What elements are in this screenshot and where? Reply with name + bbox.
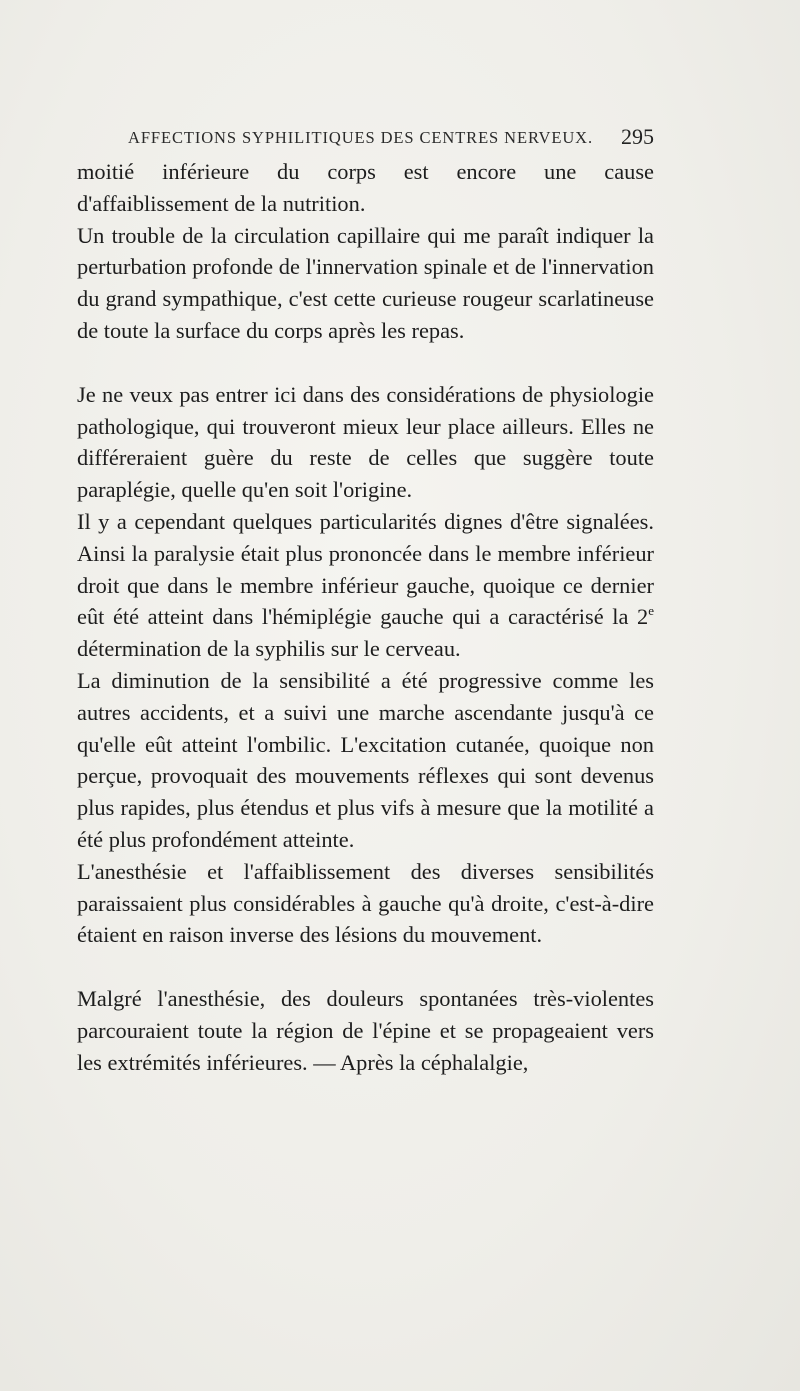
running-head: AFFECTIONS SYPHILITIQUES DES CENTRES NERVEUX. — [128, 128, 593, 147]
paragraph: Un trouble de la circulation capillaire qui me paraît indiquer la perturbation profonde de l'innervation spinale et de l'innervation du grand sympathique, c'est cette curieuse rougeur scarlatineuse de toute la surface du corps après les repas. — [77, 222, 654, 343]
page-number: 295 — [621, 124, 654, 149]
paragraph: moitié inférieure du corps est encore une cause d'affaiblissement de la nutrition. — [77, 159, 654, 216]
paragraph-text: détermination de la syphilis sur le cerveau. — [77, 636, 461, 662]
paragraph — [77, 506, 654, 665]
paragraph: Malgré l'anesthésie, des douleurs spontanées très-violentes parcouraient toute la région de l'épine et se propageaient vers les extrémités inférieures. — Après la céphalalgie, — [77, 986, 654, 1075]
paragraph-text: Il y a cependant quelques particularités dignes d'être signalées. Ainsi la paralysie était plus prononcée dans le membre inférieur droit que dans le membre inférieur gauche, quoique ce dernier eût été atteint dans l'hémiplégie gauche qui a caractérisé la 2 — [77, 508, 654, 630]
page-header — [118, 124, 654, 154]
paragraph: L'anesthésie et l'affaiblissement des diverses sensibilités paraissaient plus considérables à gauche qu'à droite, c'est-à-dire étaient en raison inverse des lésions du mouvement. — [77, 858, 654, 948]
superscript: e — [648, 603, 654, 619]
paragraph: Je ne veux pas entrer ici dans des considérations de physiologie pathologique, qui trouveront mieux leur place ailleurs. Elles ne différeraient guère du reste de celles que suggère toute paraplégie, quelle qu'en soit l'origine. — [77, 381, 654, 503]
paragraph: La diminution de la sensibilité a été progressive comme les autres accidents, et a suivi une marche ascendante jusqu'à ce qu'elle eût atteint l'ombilic. L'excitation cutanée, quoique non perçue, provoquait des mouvements réflexes qui sont devenus plus rapides, plus étendus et plus vifs à mesure que la motilité a été plus profondément atteinte. — [77, 667, 654, 852]
body-text — [77, 156, 654, 1079]
